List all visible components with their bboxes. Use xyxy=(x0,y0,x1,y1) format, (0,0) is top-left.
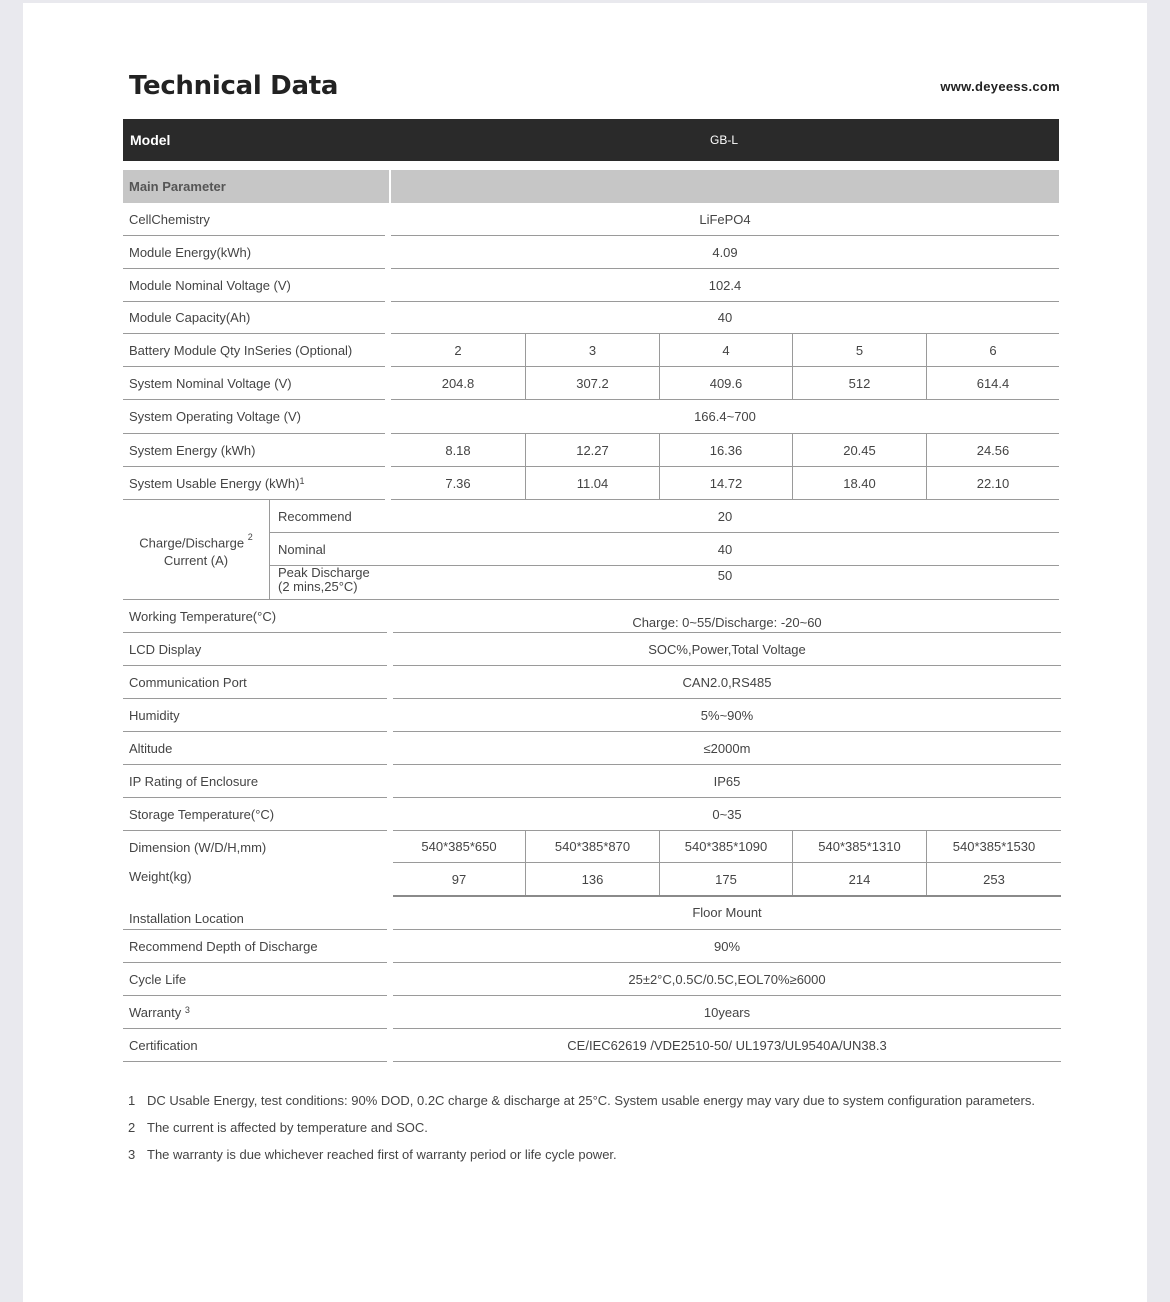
row-value: 540*385*1310 xyxy=(793,831,927,863)
row-label: CellChemistry xyxy=(123,203,385,236)
row-value: 6 xyxy=(927,334,1059,367)
row-value: 22.10 xyxy=(927,467,1059,500)
table-row xyxy=(123,236,1059,269)
row-label: System Energy (kWh) xyxy=(123,434,385,467)
row-label: Recommend Depth of Discharge xyxy=(123,930,387,963)
footnote xyxy=(128,1141,1035,1168)
table-row xyxy=(123,633,1059,666)
row-label: Module Nominal Voltage (V) xyxy=(123,269,385,302)
row-value: 512 xyxy=(793,367,927,400)
row-label xyxy=(123,996,387,1029)
row-label: Installation Location xyxy=(123,897,387,930)
model-value: GB-L xyxy=(709,133,738,147)
row-value: 25±2°C,0.5C/0.5C,EOL70%≥6000 xyxy=(393,963,1061,996)
model-header-row xyxy=(123,119,1059,161)
row-value: 175 xyxy=(660,863,793,896)
row-value: 540*385*1530 xyxy=(927,831,1061,863)
sub-value: 40 xyxy=(391,533,1059,566)
table-row xyxy=(123,302,1059,334)
row-label: IP Rating of Enclosure xyxy=(123,765,387,798)
sub-label-line2: (2 mins,25°C) xyxy=(278,579,358,594)
row-value: SOC%,Power,Total Voltage xyxy=(393,633,1061,666)
table-row xyxy=(123,666,1059,699)
row-label: Battery Module Qty InSeries (Optional) xyxy=(123,334,385,367)
row-label-text: Warranty xyxy=(129,1004,182,1020)
row-value: 204.8 xyxy=(391,367,526,400)
row-value: 97 xyxy=(393,863,526,896)
row-value: 18.40 xyxy=(793,467,927,500)
row-value: 11.04 xyxy=(526,467,660,500)
row-value: CAN2.0,RS485 xyxy=(393,666,1061,699)
row-value: 409.6 xyxy=(660,367,793,400)
row-value: IP65 xyxy=(393,765,1061,798)
row-value: 307.2 xyxy=(526,367,660,400)
row-label: System Operating Voltage (V) xyxy=(123,400,385,434)
footnote-text: The current is affected by temperature and SOC. xyxy=(147,1120,428,1135)
footnote-number: 2 xyxy=(128,1120,136,1135)
row-label: System Nominal Voltage (V) xyxy=(123,367,385,400)
row-label: Dimension (W/D/H,mm) xyxy=(129,839,267,855)
row-label: Altitude xyxy=(123,732,387,765)
row-label: Storage Temperature(°C) xyxy=(123,798,387,831)
row-label: Weight(kg) xyxy=(129,869,192,884)
sub-label: Nominal xyxy=(269,533,391,566)
row-value: 10years xyxy=(393,996,1061,1029)
row-value: 136 xyxy=(526,863,660,896)
table-row xyxy=(123,434,1059,467)
row-value: 540*385*1090 xyxy=(660,831,793,863)
row-value: 102.4 xyxy=(391,269,1059,302)
table-row xyxy=(123,930,1059,963)
row-value: Charge: 0~55/Discharge: -20~60 xyxy=(393,600,1061,633)
footnote-text: The warranty is due whichever reached first of warranty period or life cycle power. xyxy=(147,1147,617,1162)
sub-value: 50 xyxy=(391,566,1059,600)
footnotes xyxy=(128,1087,1035,1168)
row-label: Working Temperature(°C) xyxy=(123,600,387,633)
row-value: 0~35 xyxy=(393,798,1061,831)
row-value: 24.56 xyxy=(927,434,1059,467)
table-row xyxy=(123,269,1059,302)
table-row xyxy=(123,400,1059,434)
website-link[interactable]: www.deyeess.com xyxy=(940,79,1060,94)
current-label-line1: Charge/Discharge $^2$ xyxy=(139,532,253,551)
row-value: 540*385*650 xyxy=(393,831,526,863)
row-value: Floor Mount xyxy=(393,897,1061,930)
row-label: Module Capacity(Ah) xyxy=(123,302,385,334)
row-label-text: System Usable Energy (kWh) xyxy=(129,475,300,491)
footnote-number: 3 xyxy=(128,1147,136,1162)
table-row xyxy=(123,467,1059,500)
table-row xyxy=(123,203,1059,236)
sub-label xyxy=(269,566,391,600)
sub-label-line1: Peak Discharge xyxy=(278,565,370,580)
footnote xyxy=(128,1087,1035,1114)
row-value: 40 xyxy=(391,302,1059,334)
row-value: 7.36 xyxy=(391,467,526,500)
footnote-ref: 1 xyxy=(299,476,305,486)
table-row xyxy=(123,996,1059,1029)
sub-value: 20 xyxy=(391,500,1059,533)
row-value: 14.72 xyxy=(660,467,793,500)
table-row xyxy=(123,963,1059,996)
table-row xyxy=(123,732,1059,765)
table-row xyxy=(123,334,1059,367)
row-value: 614.4 xyxy=(927,367,1059,400)
page-title: Technical Data xyxy=(129,71,339,101)
footnote-number: 1 xyxy=(128,1093,136,1108)
row-value: CE/IEC62619 /VDE2510-50/ UL1973/UL9540A/UN38.3 xyxy=(393,1029,1061,1062)
row-value: LiFePO4 xyxy=(391,203,1059,236)
footnote xyxy=(128,1114,1035,1141)
table-row xyxy=(123,765,1059,798)
row-value: 540*385*870 xyxy=(526,831,660,863)
current-label xyxy=(123,500,269,600)
section-header-row xyxy=(123,170,1059,203)
row-label: LCD Display xyxy=(123,633,387,666)
row-value: 5 xyxy=(793,334,927,367)
table-row xyxy=(123,1029,1059,1062)
row-value: 166.4~700 xyxy=(391,400,1059,434)
row-label: Certification xyxy=(123,1029,387,1062)
current-label-line2: Current (A) xyxy=(163,552,229,568)
table-row xyxy=(123,897,1059,930)
table-row xyxy=(123,600,1059,633)
row-label xyxy=(123,467,385,500)
row-value: 253 xyxy=(983,872,1005,887)
row-label: Humidity xyxy=(123,699,387,732)
current-sub-row xyxy=(269,566,391,600)
section-label: Main Parameter xyxy=(129,179,226,194)
table-row xyxy=(123,798,1059,831)
row-value: 20.45 xyxy=(793,434,927,467)
table-row xyxy=(123,367,1059,400)
row-value: 4.09 xyxy=(391,236,1059,269)
current-sub-row xyxy=(269,500,391,533)
row-value: 3 xyxy=(526,334,660,367)
sub-label: Recommend xyxy=(269,500,391,533)
table-row xyxy=(123,831,1059,863)
current-sub-row xyxy=(269,533,391,566)
row-value: 214 xyxy=(793,863,927,896)
footnote-ref: 3 xyxy=(184,1005,190,1015)
row-label: Communication Port xyxy=(123,666,387,699)
document-page xyxy=(23,3,1147,1302)
row-value: 8.18 xyxy=(391,434,526,467)
current-block xyxy=(123,500,1059,600)
row-value: 2 xyxy=(391,334,526,367)
footnote-text: DC Usable Energy, test conditions: 90% DOD, 0.2C charge & discharge at 25°C. System usable energy may vary due to system configuration parameters. xyxy=(147,1093,1035,1108)
row-value: 5%~90% xyxy=(393,699,1061,732)
row-value: 90% xyxy=(393,930,1061,963)
row-value: 12.27 xyxy=(526,434,660,467)
footnote-ref: 2 xyxy=(247,532,253,543)
table-row xyxy=(123,863,1059,896)
model-label: Model xyxy=(130,132,171,148)
row-label: Module Energy(kWh) xyxy=(123,236,385,269)
row-label: Cycle Life xyxy=(123,963,387,996)
row-value: ≤2000m xyxy=(393,732,1061,765)
table-row xyxy=(123,699,1059,732)
row-value: 4 xyxy=(660,334,793,367)
row-value: 16.36 xyxy=(660,434,793,467)
